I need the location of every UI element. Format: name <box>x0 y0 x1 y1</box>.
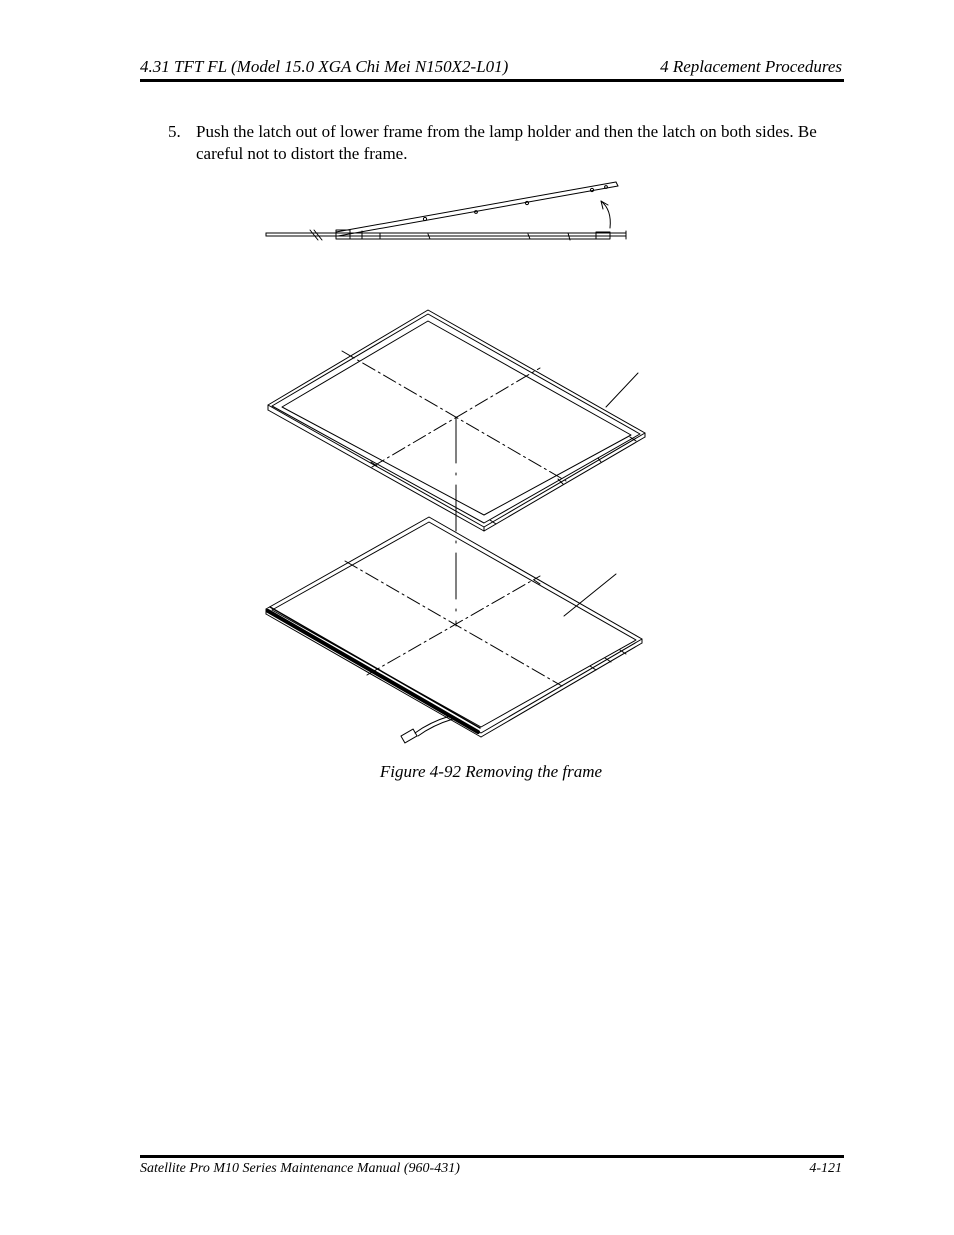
footer-rule <box>140 1155 844 1158</box>
latch-detail-drawing <box>266 182 626 240</box>
step-number: 5. <box>168 122 181 141</box>
page-number: 4-121 <box>809 1161 842 1176</box>
header-section-title: 4.31 TFT FL (Model 15.0 XGA Chi Mei N150X2-L01) <box>140 57 509 76</box>
figure-caption: Figure 4-92 Removing the frame <box>379 762 603 781</box>
lower-frame-drawing <box>266 517 642 743</box>
header-chapter-title: 4 Replacement Procedures <box>660 57 842 76</box>
page-footer <box>140 1161 843 1181</box>
step-text: Push the latch out of lower frame from the lamp holder and then the latch on both sides. Be careful not to distort the frame. <box>196 122 817 163</box>
footer-manual-title: Satellite Pro M10 Series Maintenance Manual (960-431) <box>140 1161 460 1176</box>
